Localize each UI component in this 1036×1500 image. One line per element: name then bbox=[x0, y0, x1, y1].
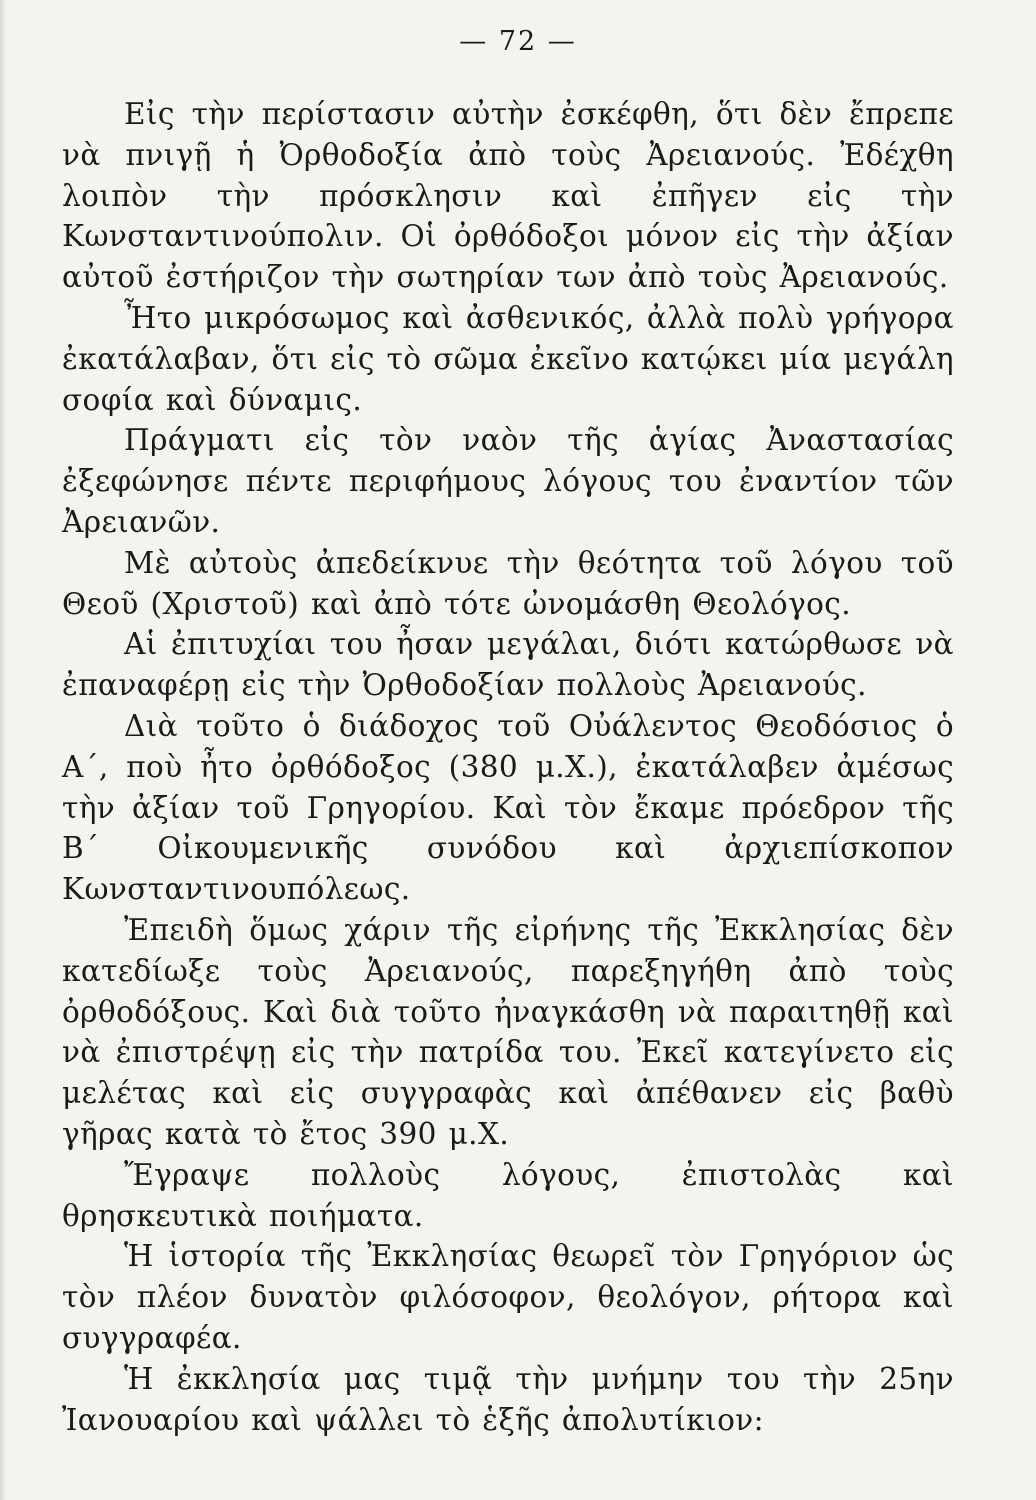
page-edge-shadow bbox=[0, 0, 6, 1500]
paragraph: Πράγματι εἰς τὸν ναὸν τῆς ἁγίας Ἀναστασίας ἐξεφώνησε πέντε περιφήμους λόγους του ἐναντίον τῶν Ἀρειανῶν. bbox=[62, 423, 954, 539]
paragraph: Ἐπειδὴ ὅμως χάριν τῆς εἰρήνης τῆς Ἐκκλησίας δὲν κατεδίωξε τοὺς Ἀρειανούς, παρεξηγήθη ἀπὸ τοὺς ὀρθοδόξους. Καὶ διὰ τοῦτο ἠναγκάσθη νὰ παραιτηθῇ καὶ νὰ ἐπιστρέψῃ εἰς τὴν πατρίδα του. Ἐκεῖ κατεγίνετο εἰς μελέτας καὶ εἰς συγγραφὰς καὶ ἀπέθανεν εἰς βαθὺ γῆρας κατὰ τὸ ἔτος 390 μ.Χ. bbox=[62, 912, 954, 1151]
paragraph: Ἡ ἐκκλησία μας τιμᾷ τὴν μνήμην του τὴν 25ην Ἰανουαρίου καὶ ψάλλει τὸ ἑξῆς ἀπολυτίκιον: bbox=[62, 1361, 954, 1437]
paragraph: Ἦτο μικρόσωμος καὶ ἀσθενικός, ἀλλὰ πολὺ γρήγορα ἐκατάλαβαν, ὅτι εἰς τὸ σῶμα ἐκεῖνο κατῴκει μία μεγάλη σοφία καὶ δύναμις. bbox=[62, 300, 954, 417]
paragraph: Μὲ αὐτοὺς ἀπεδείκνυε τὴν θεότητα τοῦ λόγου τοῦ Θεοῦ (Χριστοῦ) καὶ ἀπὸ τότε ὠνομάσθη Θεολόγος. bbox=[62, 545, 954, 621]
paragraph: Ἔγραψε πολλοὺς λόγους, ἐπιστολὰς καὶ θρησκευτικὰ ποιήματα. bbox=[62, 1157, 954, 1233]
paragraph: Ἡ ἱστορία τῆς Ἐκκλησίας θεωρεῖ τὸν Γρηγόριον ὡς τὸν πλέον δυνατὸν φιλόσοφον, θεολόγον, ρήτορα καὶ συγγραφέα. bbox=[62, 1239, 954, 1355]
paragraph: Εἰς τὴν περίστασιν αὐτὴν ἐσκέφθη, ὅτι δὲν ἔπρεπε νὰ πνιγῇ ἡ Ὀρθοδοξία ἀπὸ τοὺς Ἀρειανούς. Ἐδέχθη λοιπὸν τὴν πρόσκλησιν καὶ ἐπῆγεν εἰς τὴν Κωνσταντινούπολιν. Οἱ ὀρθόδοξοι μόνον εἰς τὴν ἀξίαν αὐτοῦ ἐστήριζον τὴν σωτηρίαν των ἀπὸ τοὺς Ἀρειανούς. bbox=[62, 97, 954, 295]
page-number: — 72 — bbox=[459, 26, 577, 57]
body-text bbox=[62, 94, 954, 1440]
paragraph: Διὰ τοῦτο ὁ διάδοχος τοῦ Οὐάλεντος Θεοδόσιος ὁ Α΄, ποὺ ἦτο ὀρθόδοξος (380 μ.Χ.), ἐκατάλαβεν ἀμέσως τὴν ἀξίαν τοῦ Γρηγορίου. Καὶ τὸν ἔκαμε πρόεδρον τῆς Β΄ Οἰκουμενικῆς συνόδου καὶ ἀρχιεπίσκοπον Κωνσταντινουπόλεως. bbox=[62, 708, 954, 907]
paragraph: Αἱ ἐπιτυχίαι του ἦσαν μεγάλαι, διότι κατώρθωσε νὰ ἐπαναφέρῃ εἰς τὴν Ὀρθοδοξίαν πολλοὺς Ἀρειανούς. bbox=[62, 627, 954, 703]
